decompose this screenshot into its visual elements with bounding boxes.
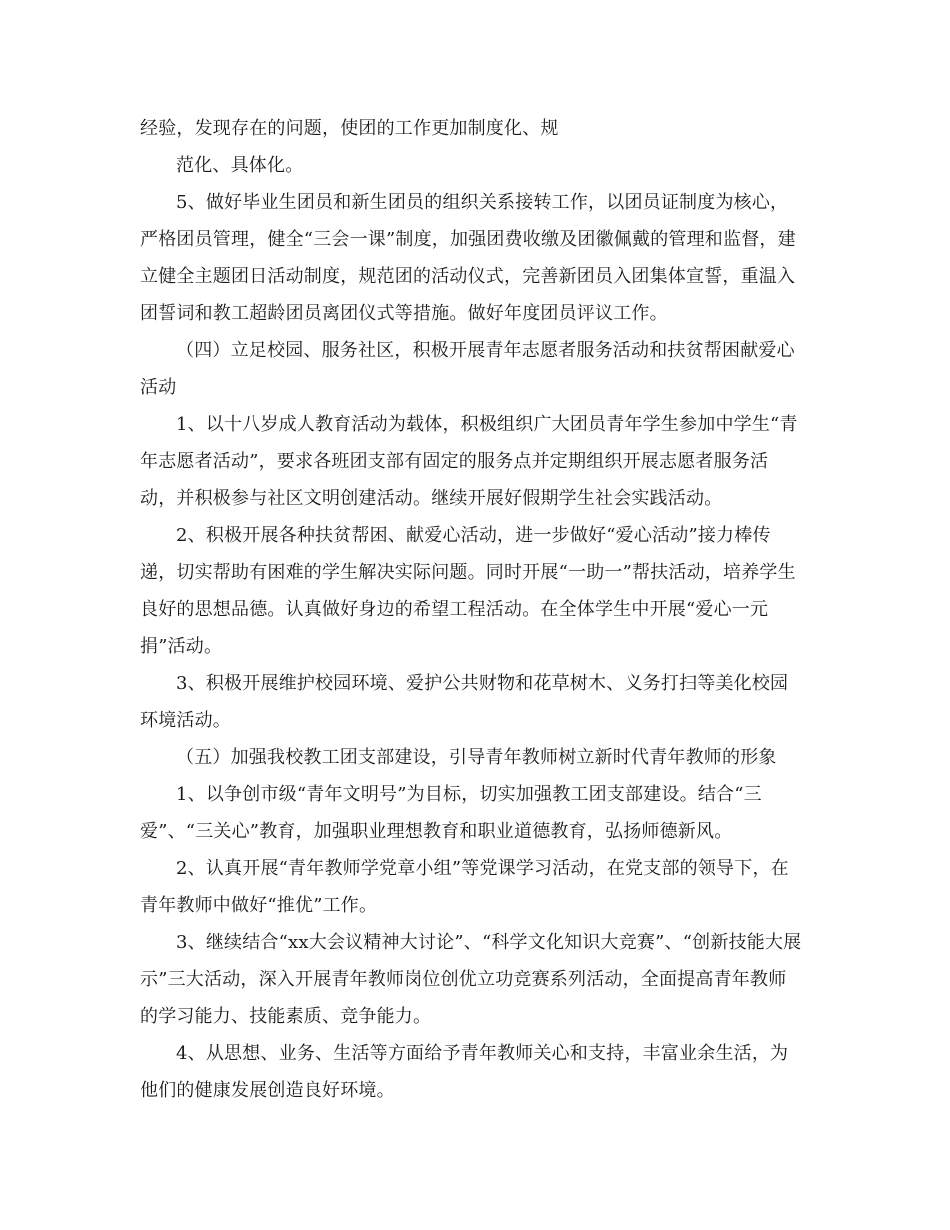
text-line: 的学习能力、技能素质、竞争能力。: [140, 1006, 432, 1027]
text-line: 递，切实帮助有困难的学生解决实际问题。同时开展“一助一”帮扶活动，培养学生: [140, 562, 796, 583]
text-line: 严格团员管理，健全“三会一课”制度，加强团费收缴及团徽佩戴的管理和监督，建: [140, 229, 796, 250]
text-line: 良好的思想品德。认真做好身边的希望工程活动。在全体学生中开展“爱心一元: [140, 599, 769, 620]
text-line: 捐”活动。: [140, 636, 223, 657]
text-line: 范化、具体化。: [176, 155, 304, 176]
text-line: 5、做好毕业生团员和新生团员的组织关系接转工作，以团员证制度为核心，: [176, 192, 789, 213]
text-line: 2、认真开展“青年教师学党章小组”等党课学习活动，在党支部的领导下，在: [176, 858, 789, 879]
text-line: 青年教师中做好“推优”工作。: [140, 895, 378, 916]
text-line: 1、以十八岁成人教育活动为载体，积极组织广大团员青年学生参加中学生“青: [176, 414, 798, 435]
text-line: 环境活动。: [140, 710, 231, 731]
text-line: 立健全主题团日活动制度，规范团的活动仪式，完善新团员入团集体宣誓，重温入: [140, 266, 796, 287]
text-line: 2、积极开展各种扶贫帮困、献爱心活动，进一步做好“爱心活动”接力棒传: [176, 525, 771, 546]
text-line: 3、积极开展维护校园环境、爱护公共财物和花草树木、义务打扫等美化校园: [176, 673, 789, 694]
section-heading: （四）立足校园、服务社区，积极开展青年志愿者服务活动和扶贫帮困献爱心: [176, 340, 795, 361]
section-heading-cont: 活动: [140, 377, 177, 398]
text-line: 经验，发现存在的问题，使团的工作更加制度化、规: [140, 118, 559, 139]
text-line: 3、继续结合“xx大会议精神大讨论”、“科学文化知识大竞赛”、“创新技能大展: [176, 932, 802, 953]
text-line: 4、从思想、业务、生活等方面给予青年教师关心和支持，丰富业余生活，为: [176, 1043, 789, 1064]
text-line: 团誓词和教工超龄团员离团仪式等措施。做好年度团员评议工作。: [140, 303, 668, 324]
text-line: 1、以争创市级“青年文明号”为目标，切实加强教工团支部建设。结合“三: [176, 784, 762, 805]
text-line: 他们的健康发展创造良好环境。: [140, 1080, 395, 1101]
text-line: 动，并积极参与社区文明创建活动。继续开展好假期学生社会实践活动。: [140, 488, 723, 509]
text-line: 年志愿者活动”，要求各班团支部有固定的服务点并定期组织开展志愿者服务活: [140, 451, 769, 472]
text-line: 爱”、“三关心”教育，加强职业理想教育和职业道德教育，弘扬师德新风。: [140, 821, 733, 842]
section-heading: （五）加强我校教工团支部建设，引导青年教师树立新时代青年教师的形象: [176, 747, 777, 768]
text-line: 示”三大活动，深入开展青年教师岗位创优立功竞赛系列活动，全面提高青年教师: [140, 969, 787, 990]
